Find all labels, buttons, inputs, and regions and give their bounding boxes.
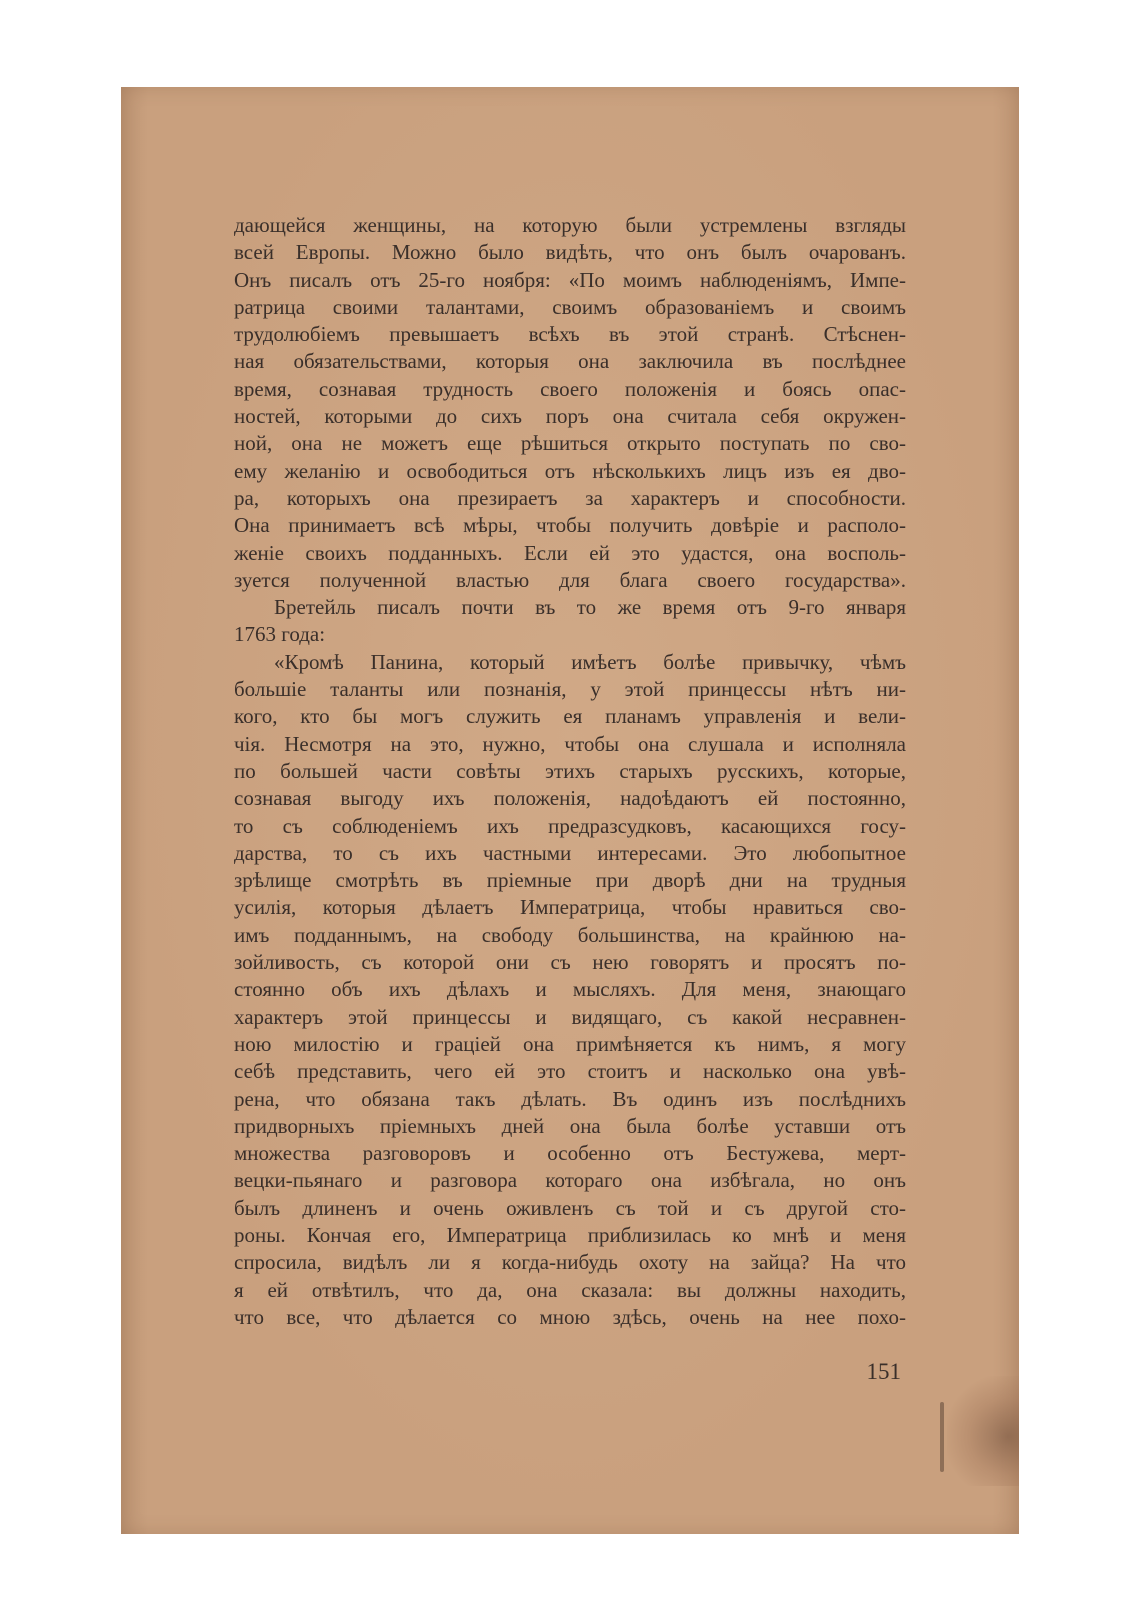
text-line: я ей отвѣтилъ, что да, она сказала: вы должны находить, [234,1277,906,1302]
text-line: множества разговоровъ и особенно отъ Бестужева, мерт- [234,1141,906,1166]
text-line: дарства, то съ ихъ частными интересами. Это любопытное [234,840,906,865]
text-line: рена, что обязана такъ дѣлать. Въ одинъ изъ послѣднихъ [234,1086,906,1111]
thumb-edge [940,1402,944,1472]
text-line: ною милостiю и грацiей она примѣняется къ нимъ, я могу [234,1031,906,1056]
text-line: имъ подданнымъ, на свободу большинства, на крайнюю на- [234,922,906,947]
thumb-shadow [947,1376,1019,1486]
text-line: Онъ писалъ отъ 25-го ноября: «По моимъ наблюденiямъ, Импе- [234,267,906,292]
text-line: то съ соблюденiемъ ихъ предразсудковъ, касающихся госу- [234,813,906,838]
body-text [234,212,906,1331]
text-line: ему желанiю и освободиться отъ нѣсколькихъ лицъ изъ ея дво- [234,458,906,483]
text-line: время, сознавая трудность своего положенiя и боясь опас- [234,376,906,401]
text-line: сознавая выгоду ихъ положенiя, надоѣдаютъ ей постоянно, [234,786,906,811]
text-line: зуется полученной властью для блага своего государства». [234,567,906,592]
scanned-book-page [121,87,1019,1534]
text-line: зрѣлище смотрѣть въ прiемные при дворѣ дни на трудныя [234,868,906,893]
text-line: характеръ этой принцессы и видящаго, съ какой несравнен- [234,1004,906,1029]
text-line: стоянно объ ихъ дѣлахъ и мысляхъ. Для меня, знающаго [234,977,906,1002]
text-line: Она принимаетъ всѣ мѣры, чтобы получить довѣрiе и располо- [234,513,906,538]
text-line: себѣ представить, чего ей это стоитъ и насколько она увѣ- [234,1059,906,1084]
text-line: большiе таланты или познанiя, у этой принцессы нѣтъ ни- [234,677,906,702]
text-line: дающейся женщины, на которую были устремлены взгляды [234,213,906,237]
text-line: всей Европы. Можно было видѣть, что онъ былъ очарованъ. [234,240,906,265]
text-line: ностей, которыми до сихъ поръ она считала себя окружен- [234,404,906,429]
text-line: зойливость, съ которой они съ нею говорятъ и просятъ по- [234,950,906,975]
text-line: трудолюбiемъ превышаетъ всѣхъ въ этой странѣ. Стѣснен- [234,322,906,347]
text-line: придворныхъ прiемныхъ дней она была болѣе уставши отъ [234,1113,906,1138]
text-line: женiе своихъ подданныхъ. Если ей это удастся, она восполь- [234,540,906,565]
text-line: Бретейль писалъ почти въ то же время отъ 9-го января [274,595,906,620]
text-line: роны. Кончая его, Императрица приблизилась ко мнѣ и меня [234,1222,906,1247]
text-line: ра, которыхъ она презираетъ за характеръ и способности. [234,485,906,510]
text-line: чiя. Несмотря на это, нужно, чтобы она слушала и исполняла [234,731,906,756]
text-line: кого, кто бы могъ служить ея планамъ управленiя и вели- [234,704,906,729]
text-line: «Кромѣ Панина, который имѣетъ болѣе привычку, чѣмъ [274,649,906,674]
text-line: что все, что дѣлается со мною здѣсь, очень на нее похо- [234,1304,906,1329]
text-line: ратрица своими талантами, своимъ образованiемъ и своимъ [234,294,906,319]
text-line: по большей части совѣты этихъ старыхъ русскихъ, которые, [234,758,906,783]
text-line: былъ длиненъ и очень оживленъ съ той и съ другой сто- [234,1195,906,1220]
text-line: 1763 года: [234,622,326,647]
text-line: спросила, видѣлъ ли я когда-нибудь охоту на зайца? На что [234,1250,906,1275]
text-line: ная обязательствами, которыя она заключила въ послѣднее [234,349,906,374]
text-line: ной, она не можетъ еще рѣшиться открыто поступать по сво- [234,431,906,456]
text-line: вецки-пьянаго и разговора котораго она избѣгала, но онъ [234,1168,906,1193]
page-number: 151 [866,1359,901,1384]
text-line: усилiя, которыя дѣлаетъ Императрица, чтобы нравиться сво- [234,895,906,920]
